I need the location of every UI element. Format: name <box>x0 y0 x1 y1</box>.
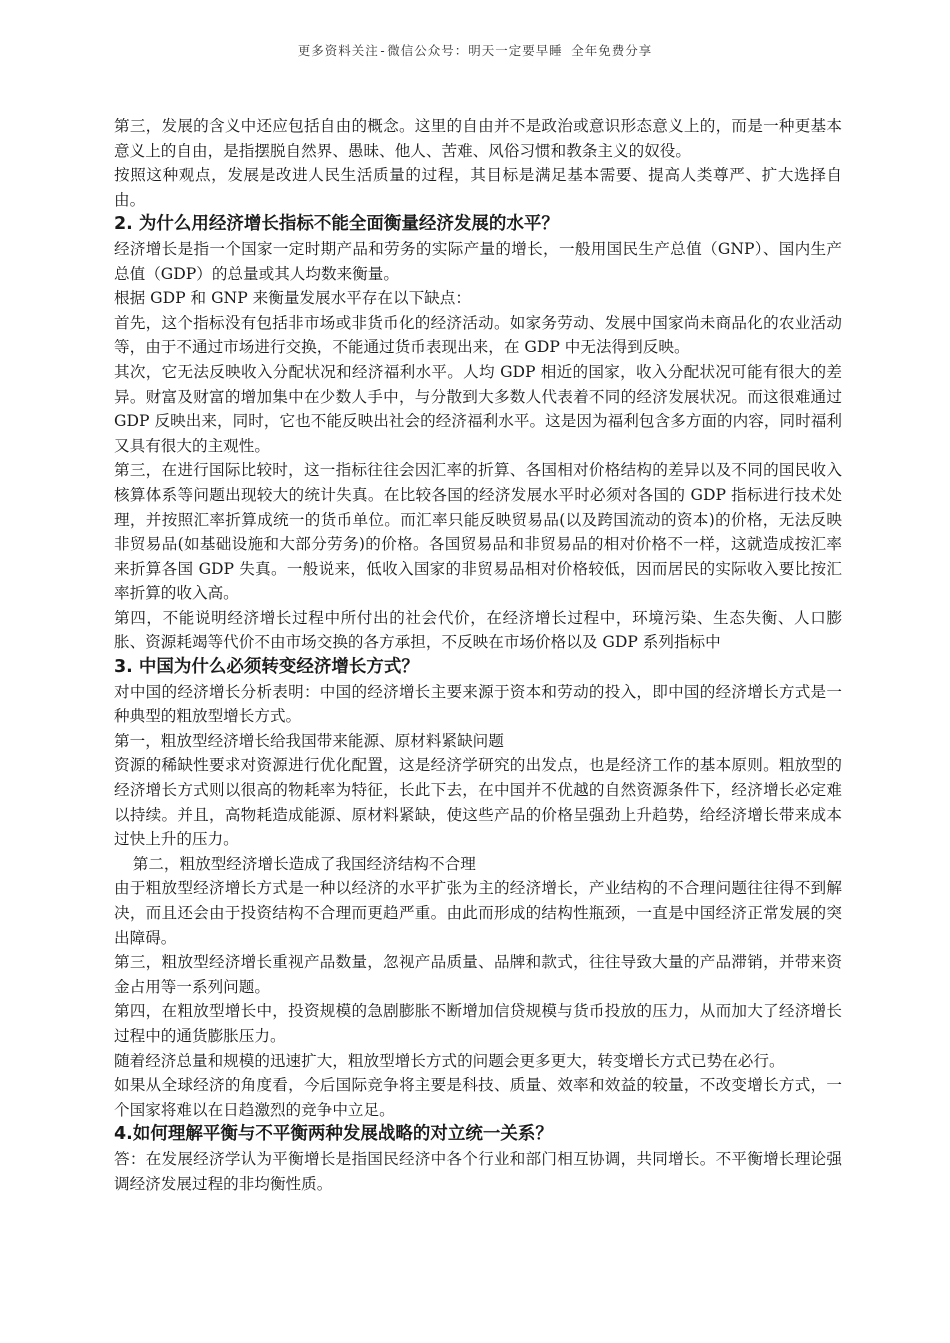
paragraph: 由于粗放型经济增长方式是一种以经济的水平扩张为主的经济增长，产业结构的不合理问题往往得不到解决，而且还会由于投资结构不合理而更趋严重。由此而形成的结构性瓶颈，一直是中国经济正常发展的突出障碍。 <box>114 879 842 947</box>
paragraph: 对中国的经济增长分析表明：中国的经济增长主要来源于资本和劳动的投入，即中国的经济增长方式是一种典型的粗放型增长方式。 <box>114 682 842 726</box>
paragraph: 首先，这个指标没有包括非市场或非货币化的经济活动。如家务劳动、发展中国家尚未商品化的农业活动等，由于不通过市场进行交换，不能通过货币表现出来，在 GDP 中无法得到反映。 <box>114 313 842 357</box>
question-heading-3: 3. 中国为什么必须转变经济增长方式？ <box>114 657 419 678</box>
paragraph: 第一，粗放型经济增长给我国带来能源、原材料紧缺问题 <box>114 731 504 750</box>
paragraph: 随着经济总量和规模的迅速扩大，粗放型增长方式的问题会更多更大，转变增长方式已势在必行。 <box>114 1051 785 1070</box>
paragraph: 根据 GDP 和 GNP 来衡量发展水平存在以下缺点： <box>114 289 471 308</box>
paragraph: 其次，它无法反映收入分配状况和经济福利水平。人均 GDP 相近的国家，收入分配状况可能有很大的差异。财富及财富的增加集中在少数人手中，与分散到大多数人代表着不同的经济发展状况。而这很难通过 GDP 反映出来，同时，它也不能反映出社会的经济福利水平。这是因为福利包含多方面的内容，同时福利又具有很大的主观性。 <box>114 362 842 455</box>
paragraph: 如果从全球经济的角度看，今后国际竞争将主要是科技、质量、效率和效益的较量，不改变增长方式，一个国家将难以在日趋激烈的竞争中立足。 <box>114 1076 842 1119</box>
document-body <box>114 114 842 1196</box>
question-heading-4: 4.如何理解平衡与不平衡两种发展战略的对立统一关系？ <box>114 1124 553 1145</box>
paragraph: 第三，在进行国际比较时，这一指标往往会因汇率的折算、各国相对价格结构的差异以及不同的国民收入核算体系等问题出现较大的统计失真。在比较各国的经济发展水平时必须对各国的 GDP 指标进行技术处理，并按照汇率折算成统一的货币单位。而汇率只能反映贸易品(以及跨国流动的资本)的价格，无法反映非贸易品(如基础设施和大部分劳务)的价格。各国贸易品和非贸易品的相对价格不一样，这就造成按汇率来折算各国 GDP 失真。一般说来，低收入国家的非贸易品相对价格较低，因而居民的实际收入要比按汇率折算的收入高。 <box>114 461 842 603</box>
paragraph: 经济增长是指一个国家一定时期产品和劳务的实际产量的增长，一般用国民生产总值（GNP）、国内生产总值（GDP）的总量或其人均数来衡量。 <box>114 239 842 283</box>
paragraph: 第三，发展的含义中还应包括自由的概念。这里的自由并不是政治或意识形态意义上的，而是一种更基本意义上的自由，是指摆脱自然界、愚昧、他人、苦难、风俗习惯和教条主义的奴役。 <box>114 117 842 160</box>
paragraph: 第四，在粗放型增长中，投资规模的急剧膨胀不断增加信贷规模与货币投放的压力，从而加大了经济增长过程中的通货膨胀压力。 <box>114 1002 842 1045</box>
paragraph: 第二，粗放型经济增长造成了我国经济结构不合理 <box>132 854 476 873</box>
question-heading-2: 2. 为什么用经济增长指标不能全面衡量经济发展的水平？ <box>114 214 559 235</box>
page-header: 更多资料关注-微信公众号：明天一定要早睡 全年免费分享 <box>297 43 653 58</box>
paragraph: 第四，不能说明经济增长过程中所付出的社会代价，在经济增长过程中，环境污染、生态失衡、人口膨胀、资源耗竭等代价不由市场交换的各方承担，不反映在市场价格以及 GDP 系列指标中 <box>114 608 842 652</box>
paragraph: 答：在发展经济学认为平衡增长是指国民经济中各个行业和部门相互协调，共同增长。不平衡增长理论强调经济发展过程的非均衡性质。 <box>114 1149 842 1193</box>
paragraph: 按照这种观点，发展是改进人民生活质量的过程，其目标是满足基本需要、提高人类尊严、扩大选择自由。 <box>114 166 842 209</box>
paragraph: 资源的稀缺性要求对资源进行优化配置，这是经济学研究的出发点，也是经济工作的基本原则。粗放型的经济增长方式则以很高的物耗率为特征，长此下去，在中国并不优越的自然资源条件下，经济增长必定难以持续。并且，高物耗造成能源、原材料紧缺，使这些产品的价格呈强劲上升趋势，给经济增长带来成本过快上升的压力。 <box>114 756 842 849</box>
paragraph: 第三，粗放型经济增长重视产品数量，忽视产品质量、品牌和款式，往往导致大量的产品滞销，并带来资金占用等一系列问题。 <box>114 953 842 996</box>
